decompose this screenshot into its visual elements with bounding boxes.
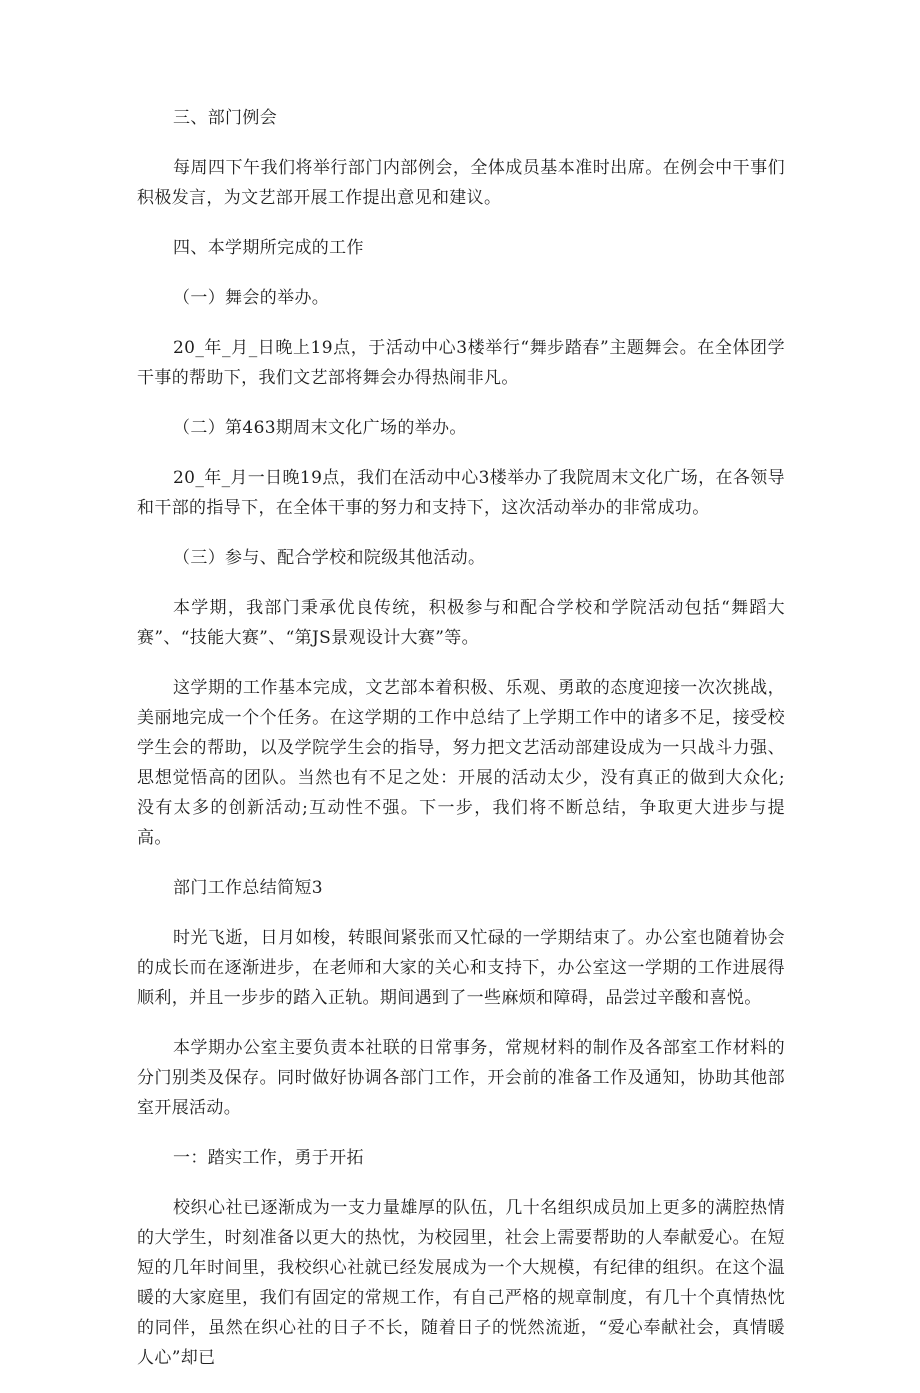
paragraph-meetings: 每周四下午我们将举行部门内部例会，全体成员基本准时出席。在例会中干事们积极发言，为文艺部开展工作提出意见和建议。 — [137, 158, 785, 208]
subheading-other-activities: （三）参与、配合学校和院级其他活动。 — [173, 548, 486, 568]
document-body — [137, 103, 785, 1393]
section-heading-completed-work: 四、本学期所完成的工作 — [173, 238, 364, 258]
paragraph-office-duties: 本学期办公室主要负责本社联的日常事务，常规材料的制作及各部室工作材料的分门别类及保存。同时做好协调各部门工作，开会前的准备工作及通知，协助其他部室开展活动。 — [137, 1038, 785, 1118]
subheading-dance: （一）舞会的举办。 — [173, 288, 330, 308]
paragraph-culture-square: 20_年_月一日晚19点，我们在活动中心3楼举办了我院周末文化广场，在各领导和干部的指导下，在全体干事的努力和支持下，这次活动举办的非常成功。 — [137, 468, 785, 518]
paragraph-semester-summary: 这学期的工作基本完成，文艺部本着积极、乐观、勇敢的态度迎接一次次挑战，美丽地完成一个个任务。在这学期的工作中总结了上学期工作中的诸多不足，接受校学生会的帮助，以及学院学生会的指导，努力把文艺活动部建设成为一只战斗力强、思想觉悟高的团队。当然也有不足之处：开展的活动太少，没有真正的做到大众化;没有太多的创新活动;互动性不强。下一步，我们将不断总结，争取更大进步与提高。 — [137, 678, 785, 848]
subheading-culture-square: （二）第463期周末文化广场的举办。 — [173, 418, 467, 438]
paragraph-time-flies: 时光飞逝，日月如梭，转眼间紧张而又忙碌的一学期结束了。办公室也随着协会的成长而在逐渐进步，在老师和大家的关心和支持下，办公室这一学期的工作进展得顺利，并且一步步的踏入正轨。期间遇到了一些麻烦和障碍，品尝过辛酸和喜悦。 — [137, 928, 785, 1008]
paragraph-other-activities: 本学期，我部门秉承优良传统，积极参与和配合学校和学院活动包括“舞蹈大赛”、“技能大赛”、“第JS景观设计大赛”等。 — [137, 598, 785, 648]
section-heading-summary-3: 部门工作总结简短3 — [173, 878, 323, 898]
section-heading-meetings: 三、部门例会 — [173, 108, 278, 128]
paragraph-volunteer-club: 校织心社已逐渐成为一支力量雄厚的队伍，几十名组织成员加上更多的满腔热情的大学生，时刻准备以更大的热忱，为校园里，社会上需要帮助的人奉献爱心。在短短的几年时间里，我校织心社就已经发展成为一个大规模，有纪律的组织。在这个温暖的大家庭里，我们有固定的常规工作，有自己严格的规章制度，有几十个真情热忱的同伴，虽然在织心社的日子不长，随着日子的恍然流逝，“爱心奉献社会，真情暖人心”却已 — [137, 1198, 785, 1368]
paragraph-dance: 20_年_月_日晚上19点，于活动中心3楼举行“舞步踏春”主题舞会。在全体团学干事的帮助下，我们文艺部将舞会办得热闹非凡。 — [137, 338, 785, 388]
section-heading-practical-work: 一：踏实工作，勇于开拓 — [173, 1148, 364, 1168]
